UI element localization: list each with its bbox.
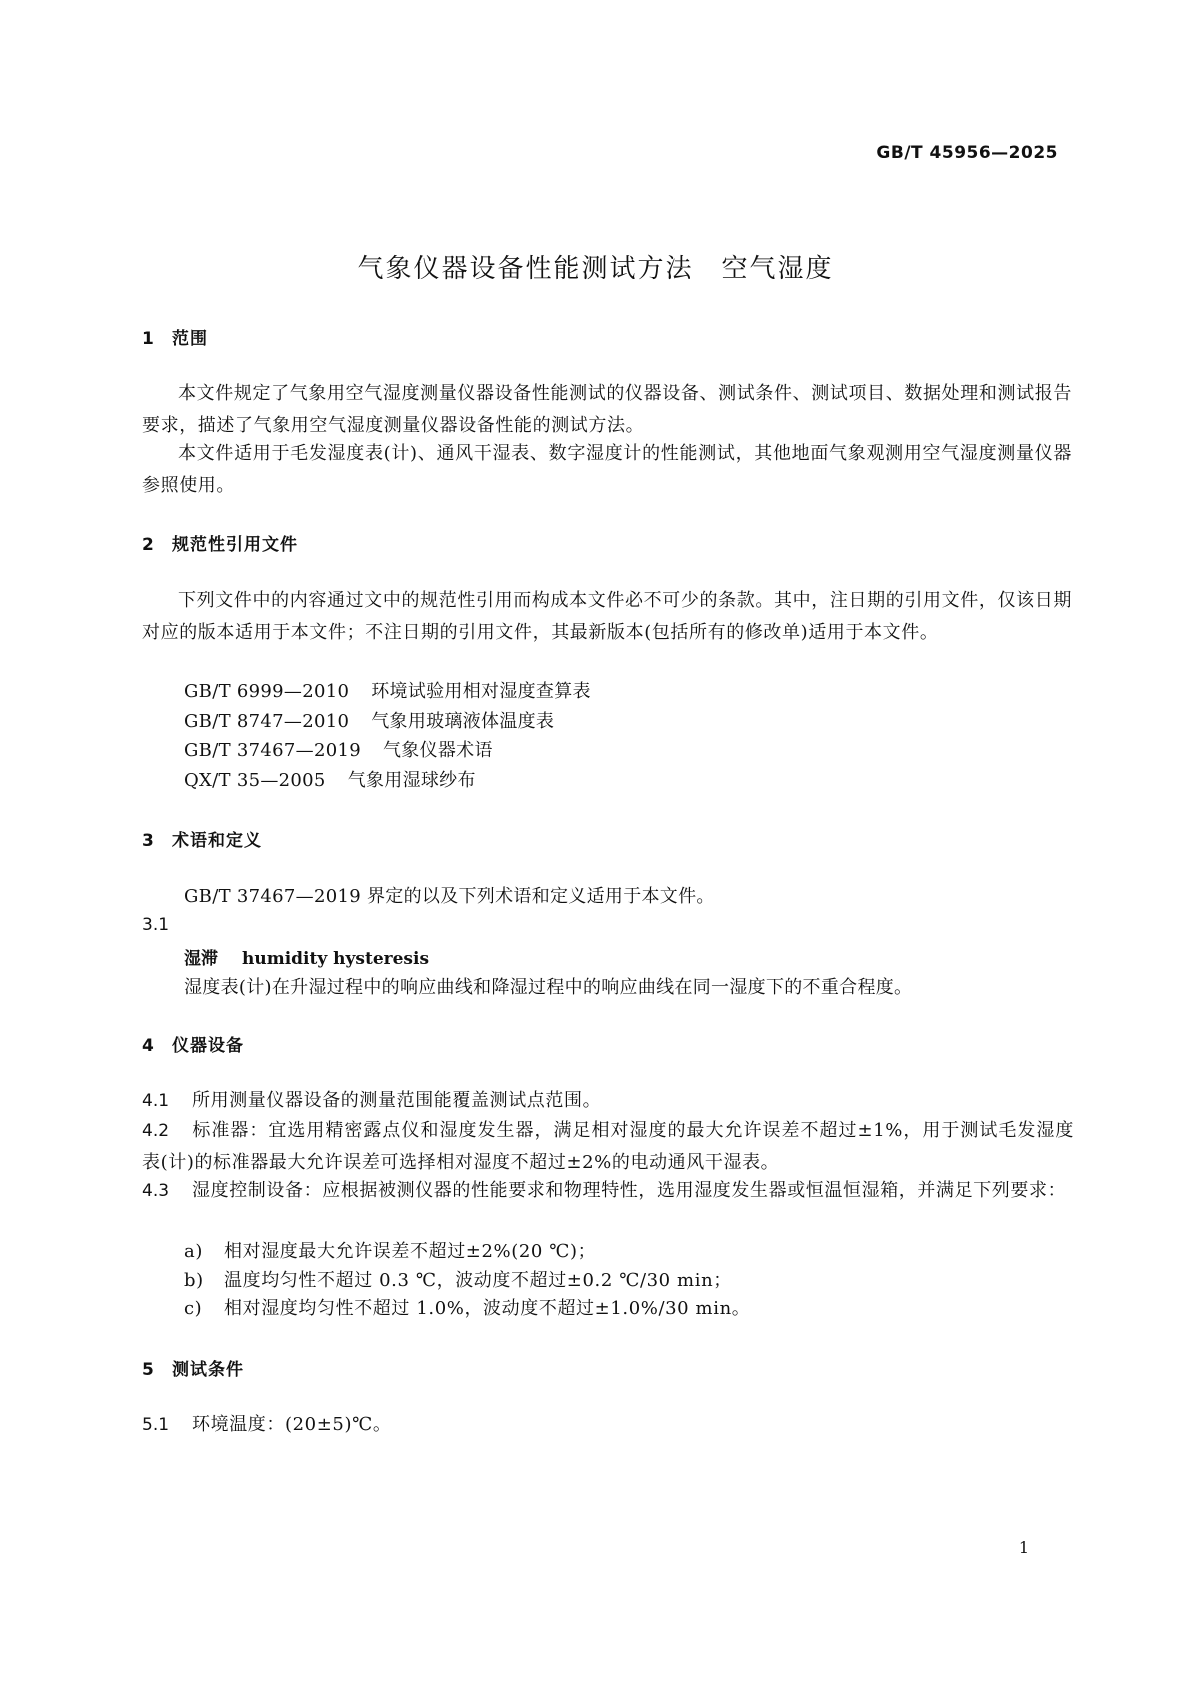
section-number: 3 <box>142 831 155 851</box>
section-heading-scope <box>142 324 208 349</box>
section-number: 4 <box>142 1036 155 1056</box>
reference-item <box>184 736 493 762</box>
paragraph: 本文件适用于毛发湿度表(计)、通风干湿表、数字湿度计的性能测试，其他地面气象观测用空气湿度测量仪器参照使用。 <box>142 443 1072 496</box>
list-text: 相对湿度均匀性不超过 1.0%，波动度不超过±1.0%/30 min。 <box>224 1298 751 1319</box>
section-number: 2 <box>142 535 155 555</box>
clause <box>142 1409 1074 1441</box>
section-heading-normative-references <box>142 530 298 555</box>
section-heading-terms <box>142 826 262 851</box>
clause-text: 环境温度：(20±5)℃。 <box>192 1414 392 1435</box>
list-marker: b) <box>184 1270 204 1291</box>
term-definition: 湿度表(计)在升湿过程中的响应曲线和降湿过程中的响应曲线在同一湿度下的不重合程度。 <box>184 977 913 998</box>
section-title: 仪器设备 <box>172 1036 244 1056</box>
reference-code: GB/T 6999—2010 <box>184 681 350 702</box>
clause-text: 湿度控制设备：应根据被测仪器的性能要求和物理特性，选用湿度发生器或恒温恒湿箱，并满足下列要求： <box>192 1180 1067 1201</box>
page-title: 气象仪器设备性能测试方法 空气湿度 <box>357 254 834 284</box>
clause-number: 5.1 <box>142 1415 170 1435</box>
section-title: 规范性引用文件 <box>172 535 298 555</box>
reference-item <box>184 766 476 792</box>
reference-title: 气象仪器术语 <box>382 740 493 761</box>
standard-code: GB/T 45956—2025 <box>876 143 1058 163</box>
list-text: 温度均匀性不超过 0.3 ℃，波动度不超过±0.2 ℃/30 min； <box>224 1270 732 1291</box>
reference-item <box>184 707 554 733</box>
clause-number: 4.3 <box>142 1181 170 1201</box>
paragraph: 下列文件中的内容通过文中的规范性引用而构成本文件必不可少的条款。其中，注日期的引用文件，仅该日期对应的版本适用于本文件；不注日期的引用文件，其最新版本(包括所有的修改单)适用于本文件。 <box>142 590 1072 643</box>
term-name-en: humidity hysteresis <box>242 949 430 969</box>
section-title: 术语和定义 <box>172 831 262 851</box>
list-marker: c) <box>184 1298 203 1319</box>
reference-title: 环境试验用相对湿度查算表 <box>371 681 591 702</box>
reference-code: QX/T 35—2005 <box>184 770 326 791</box>
section-number: 1 <box>142 329 155 349</box>
reference-code: GB/T 37467—2019 <box>184 740 361 761</box>
clause-number: 4.1 <box>142 1091 170 1111</box>
list-marker: a) <box>184 1241 203 1262</box>
reference-title: 气象用玻璃液体温度表 <box>371 711 555 732</box>
clause-text: 所用测量仪器设备的测量范围能覆盖测试点范围。 <box>192 1090 602 1111</box>
reference-code: GB/T 8747—2010 <box>184 711 350 732</box>
section-title: 范围 <box>172 329 208 349</box>
section-heading-test-conditions <box>142 1355 244 1380</box>
clause <box>142 1085 1074 1117</box>
clause-number: 4.2 <box>142 1121 170 1141</box>
paragraph: 本文件规定了气象用空气湿度测量仪器设备性能测试的仪器设备、测试条件、测试项目、数据处理和测试报告要求，描述了气象用空气湿度测量仪器设备性能的测试方法。 <box>142 383 1072 436</box>
clause <box>142 1175 1074 1207</box>
term-name-cn: 湿滞 <box>184 949 218 969</box>
list-item <box>184 1266 732 1292</box>
section-number: 5 <box>142 1360 155 1380</box>
clause-text: 标准器：宜选用精密露点仪和湿度发生器，满足相对湿度的最大允许误差不超过±1%，用于测试毛发湿度表(计)的标准器最大允许误差可选择相对湿度不超过±2%的电动通风干湿表。 <box>142 1120 1074 1173</box>
reference-item <box>184 677 591 703</box>
list-text: 相对湿度最大允许误差不超过±2%(20 ℃)； <box>224 1241 597 1262</box>
term-number: 3.1 <box>142 915 170 935</box>
page-number: 1 <box>1018 1538 1029 1557</box>
section-heading-equipment <box>142 1031 244 1056</box>
reference-title: 气象用湿球纱布 <box>347 770 476 791</box>
clause <box>142 1115 1074 1179</box>
term-title <box>184 944 429 969</box>
section-title: 测试条件 <box>172 1360 244 1380</box>
paragraph: GB/T 37467—2019 界定的以及下列术语和定义适用于本文件。 <box>184 886 715 907</box>
list-item <box>184 1294 750 1320</box>
list-item <box>184 1237 596 1263</box>
